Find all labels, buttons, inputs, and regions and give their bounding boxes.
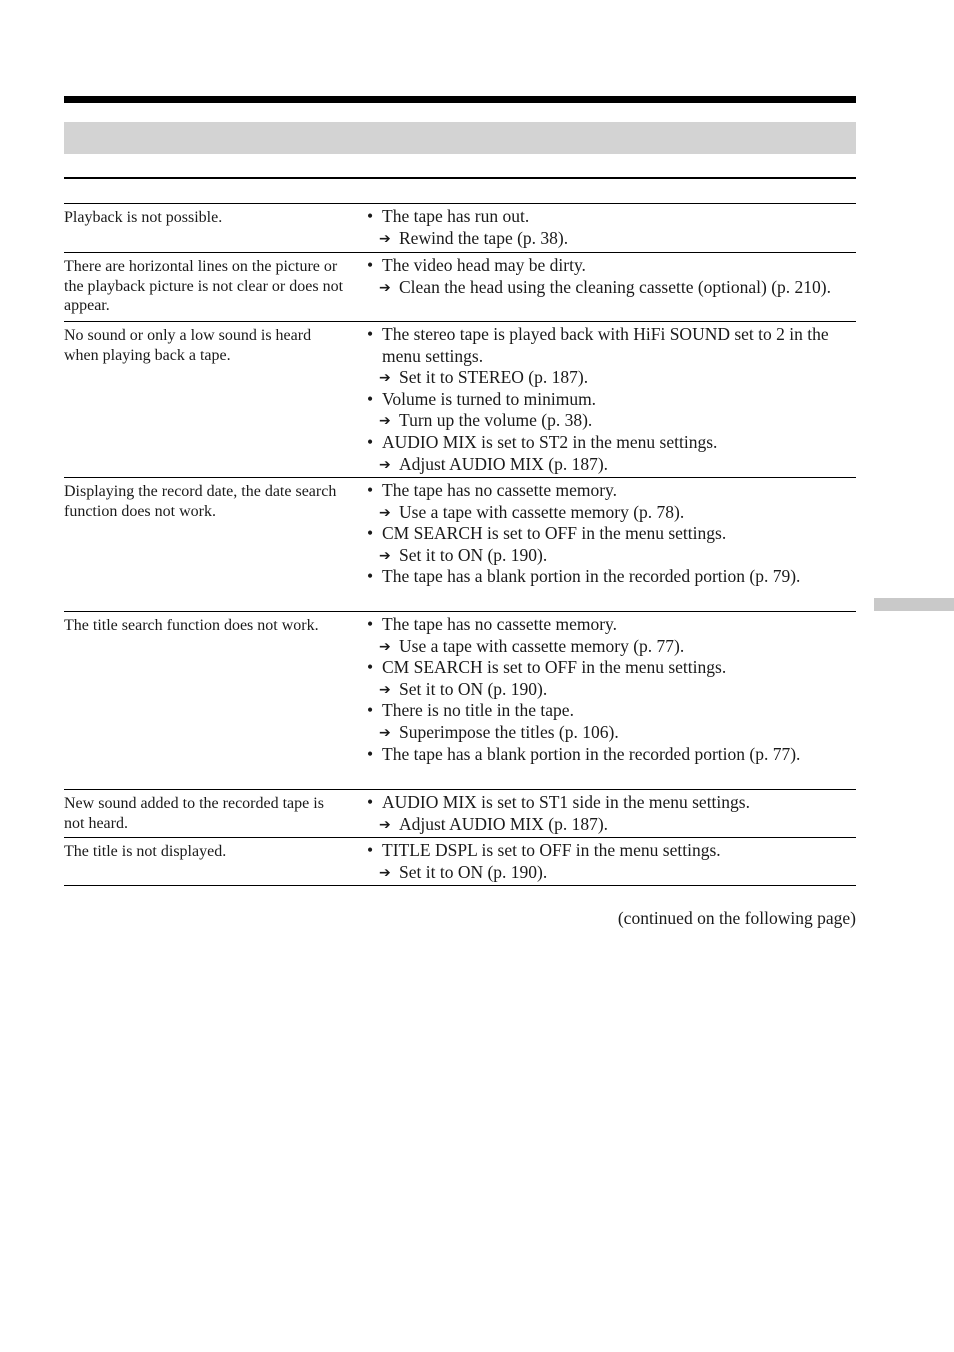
cause-text: CM SEARCH is set to OFF in the menu settings.: [382, 523, 727, 544]
cause-item: [367, 614, 856, 636]
fix-text: Clean the head using the cleaning cassette (optional) (p. 210).: [399, 276, 832, 297]
arrow-right-icon: ➔: [379, 547, 391, 564]
cause-text: CM SEARCH is set to OFF in the menu settings.: [382, 657, 727, 678]
bullet-icon: •: [367, 657, 374, 678]
cause-item: [367, 657, 856, 679]
symptom-cell: No sound or only a low sound is heard when playing back a tape.: [64, 327, 312, 364]
arrow-right-icon: ➔: [379, 279, 391, 296]
bullet-icon: •: [367, 388, 374, 409]
fix-item: [367, 502, 856, 524]
cause-item: [367, 566, 856, 588]
cause-item: [367, 432, 856, 454]
bullet-icon: •: [367, 566, 374, 587]
arrow-right-icon: ➔: [379, 681, 391, 698]
fix-item: [367, 722, 856, 744]
top-rule: [64, 96, 856, 103]
bullet-icon: •: [367, 743, 374, 764]
fix-item: [367, 636, 856, 658]
table-row: [64, 790, 856, 838]
arrow-right-icon: ➔: [379, 504, 391, 521]
symptom-cell: New sound added to the recorded tape is not heard.: [64, 795, 324, 832]
cause-text: The tape has a blank portion in the recorded portion (p. 77).: [382, 743, 801, 764]
fix-item: [367, 277, 856, 299]
bullet-icon: •: [367, 523, 374, 544]
fix-text: Adjust AUDIO MIX (p. 187).: [399, 453, 609, 474]
remedy-cell: [367, 792, 856, 835]
arrow-right-icon: ➔: [379, 816, 391, 833]
cause-text: AUDIO MIX is set to ST2 in the menu settings.: [382, 431, 718, 452]
bullet-icon: •: [367, 840, 374, 860]
fix-item: [367, 454, 856, 476]
arrow-right-icon: ➔: [379, 230, 391, 247]
cause-item: [367, 389, 856, 411]
fix-item: [367, 814, 856, 836]
table-header-rule: [64, 177, 856, 179]
bullet-icon: •: [367, 431, 374, 452]
section-heading-band: [64, 122, 856, 154]
fix-item: [367, 679, 856, 701]
cause-item: [367, 523, 856, 545]
cause-item: [367, 480, 856, 502]
fix-text: Set it to ON (p. 190).: [399, 678, 548, 699]
remedy-cell: [367, 840, 856, 883]
fix-text: Rewind the tape (p. 38).: [399, 227, 569, 248]
cause-item: [367, 792, 856, 814]
cause-text: The tape has no cassette memory.: [382, 614, 618, 634]
bullet-icon: •: [367, 206, 374, 226]
arrow-right-icon: ➔: [379, 370, 391, 387]
cause-text: TITLE DSPL is set to OFF in the menu settings.: [382, 840, 721, 860]
fix-text: Set it to STEREO (p. 187).: [399, 367, 589, 388]
bullet-icon: •: [367, 700, 374, 721]
cause-item: [367, 744, 856, 766]
symptom-cell: There are horizontal lines on the picture or the playback picture is not clear or does not appear.: [64, 258, 344, 314]
arrow-right-icon: ➔: [379, 864, 391, 881]
bullet-icon: •: [367, 614, 374, 634]
remedy-cell: [367, 255, 856, 298]
table-row: [64, 478, 856, 612]
table-row: [64, 253, 856, 322]
cause-text: AUDIO MIX is set to ST1 side in the menu settings.: [382, 792, 750, 812]
fix-item: [367, 862, 856, 884]
continued-note: (continued on the following page): [617, 908, 856, 928]
fix-text: Set it to ON (p. 190).: [399, 544, 548, 565]
symptom-cell: Playback is not possible.: [64, 209, 223, 226]
symptom-cell: Displaying the record date, the date search function does not work.: [64, 483, 337, 520]
arrow-right-icon: ➔: [379, 724, 391, 741]
bullet-icon: •: [367, 480, 374, 500]
fix-text: Adjust AUDIO MIX (p. 187).: [399, 813, 609, 834]
remedy-cell: [367, 206, 856, 249]
fix-text: Use a tape with cassette memory (p. 78).: [399, 501, 685, 522]
troubleshooting-table: [64, 203, 856, 886]
fix-item: [367, 410, 856, 432]
cause-item: [367, 840, 856, 862]
table-row: [64, 612, 856, 790]
arrow-right-icon: ➔: [379, 638, 391, 655]
remedy-cell: [367, 614, 856, 765]
fix-item: [367, 367, 856, 389]
cause-text: There is no title in the tape.: [382, 700, 574, 721]
table-row: [64, 204, 856, 253]
cause-item: [367, 255, 856, 277]
fix-text: Turn up the volume (p. 38).: [399, 410, 593, 431]
cause-text: Volume is turned to minimum.: [382, 388, 597, 409]
fix-text: Superimpose the titles (p. 106).: [399, 721, 619, 742]
remedy-cell: [367, 480, 856, 588]
fix-item: [367, 228, 856, 250]
cause-item: [367, 206, 856, 228]
chapter-side-tab: [874, 598, 954, 611]
cause-text: The tape has run out.: [382, 206, 530, 226]
symptom-cell: The title search function does not work.: [64, 617, 319, 634]
bullet-icon: •: [367, 792, 374, 812]
cause-text: The tape has a blank portion in the recorded portion (p. 79).: [382, 566, 801, 587]
arrow-right-icon: ➔: [379, 413, 391, 430]
cause-text: The video head may be dirty.: [382, 255, 586, 275]
remedy-cell: [367, 324, 856, 475]
table-row: [64, 322, 856, 478]
fix-text: Use a tape with cassette memory (p. 77).: [399, 635, 685, 656]
table-row: [64, 838, 856, 886]
cause-text: The tape has no cassette memory.: [382, 480, 618, 500]
cause-item: [367, 324, 856, 367]
arrow-right-icon: ➔: [379, 456, 391, 473]
fix-text: Set it to ON (p. 190).: [399, 861, 548, 882]
bullet-icon: •: [367, 255, 374, 275]
fix-item: [367, 545, 856, 567]
cause-item: [367, 700, 856, 722]
cause-text: The stereo tape is played back with HiFi SOUND set to 2 in the menu settings.: [382, 324, 829, 366]
symptom-cell: The title is not displayed.: [64, 843, 227, 860]
bullet-icon: •: [367, 324, 374, 344]
